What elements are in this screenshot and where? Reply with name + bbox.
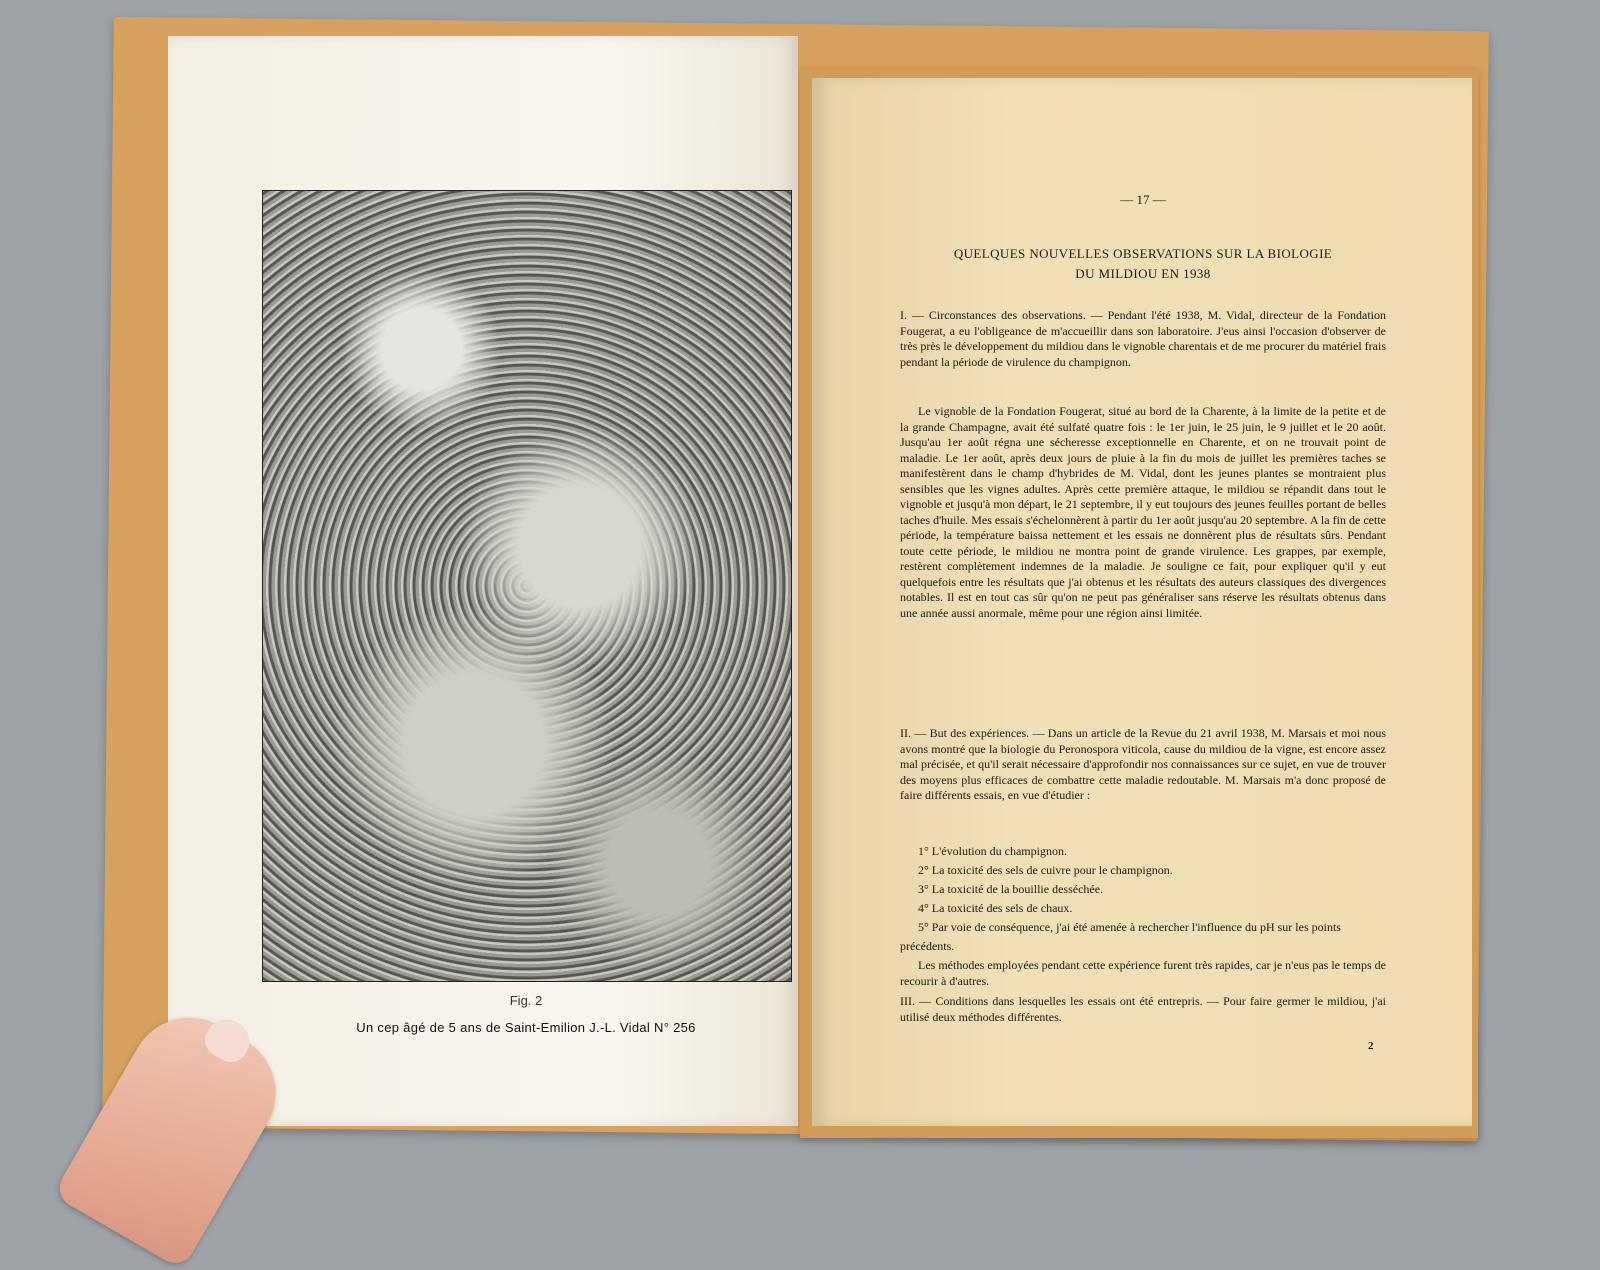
article-title bbox=[900, 244, 1386, 284]
paragraph-but: II. — But des expériences. — Dans un article de la Revue du 21 avril 1938, M. Marsais et moi nous avons montré que la biologie du Peronospora viticola, cause du mildiou de la vigne, est encore assez mal précisée, et qu'il serait nécessaire d'approfondir nos connaissances sur ce sujet, en vue de trouver des moyens plus efficaces de combattre cette maladie redoutable. M. Marsais m'a donc proposé de faire différents essais, en vue d'étudier : bbox=[900, 726, 1386, 802]
figure-caption: Un cep âgé de 5 ans de Saint-Emilion J.-L. Vidal N° 256 bbox=[356, 1020, 696, 1035]
study-list bbox=[900, 842, 1386, 956]
page-number: — 17 — bbox=[1120, 192, 1166, 207]
paragraph-conditions: III. — Conditions dans lesquelles les essais ont été entrepris. — Pour faire germer le mildiou, j'ai utilisé deux méthodes différentes. bbox=[900, 994, 1386, 1024]
title-line-2: DU MILDIOU EN 1938 bbox=[1075, 266, 1211, 281]
list-item: 5° Par voie de conséquence, j'ai été amenée à rechercher l'influence du pH sur les points précédents. bbox=[900, 920, 1341, 953]
paragraph-circonstances: I. — Circonstances des observations. — Pendant l'été 1938, M. Vidal, directeur de la Fondation Fougerat, a eu l'obligeance de m'accueillir dans son laboratoire. J'eus ainsi l'occasion d'observer de très près le développement du mildiou dans le vignoble charentais et de me procurer du matériel frais pendant la période de virulence du champignon. bbox=[900, 308, 1386, 369]
paragraph-vignoble: Le vignoble de la Fondation Fougerat, situé au bord de la Charente, à la limite de la petite et de la grande Champagne, avait été sulfaté quatre fois : le 1er juin, le 25 juin, le 9 juillet et le 20 août. Jusqu'au 1er août régna une sécheresse exceptionnelle en Charente, et on ne trouvait point de maladie. Le 1er août, après deux jours de pluie à la fin du mois de juillet les premières taches se manifestèrent dans le champ d'hybrides de M. Vidal, dont les jeunes plantes se montraient plus sensibles que les vignes adultes. Après cette première attaque, le mildiou se répandit dans tout le vignoble et jusqu'à mon départ, le 21 septembre, il y eut toujours des jeunes feuilles portant de belles taches d'huile. Mes essais s'échelonnèrent à partir du 1er août jusqu'au 20 septembre. A la fin de cette période, la température baissa nettement et les essais ne donnèrent plus de résultats sûrs. Pendant toute cette période, le mildiou ne montra point de grande virulence. Les grappes, par exemple, restèrent complètement indemnes de la maladie. Je souligne ce fait, pour expliquer qu'il y eut quelquefois entre les résultats que j'ai obtenus et les résultats des auteurs classiques des divergences notables. Il est en tout cas sûr qu'on ne peut pas généraliser sans réserve les résultats obtenus dans une année aussi anormale, même pour une région ainsi limitée. bbox=[900, 404, 1386, 620]
list-item: 4° La toxicité des sels de chaux. bbox=[918, 901, 1073, 915]
list-item: 3° La toxicité de la bouillie desséchée. bbox=[918, 882, 1104, 896]
title-line-1: QUELQUES NOUVELLES OBSERVATIONS SUR LA BIOLOGIE bbox=[953, 246, 1333, 261]
paragraph-methodes: Les méthodes employées pendant cette expérience furent très rapides, car je n'eus pas le temps de recourir à d'autres. bbox=[900, 958, 1386, 988]
figure-label: Fig. 2 bbox=[509, 993, 543, 1008]
list-item: 1° L'évolution du champignon. bbox=[918, 844, 1067, 858]
vine-photograph bbox=[262, 190, 792, 982]
signature-mark: 2 bbox=[1368, 1040, 1374, 1052]
list-item: 2° La toxicité des sels de cuivre pour le champignon. bbox=[918, 863, 1173, 877]
